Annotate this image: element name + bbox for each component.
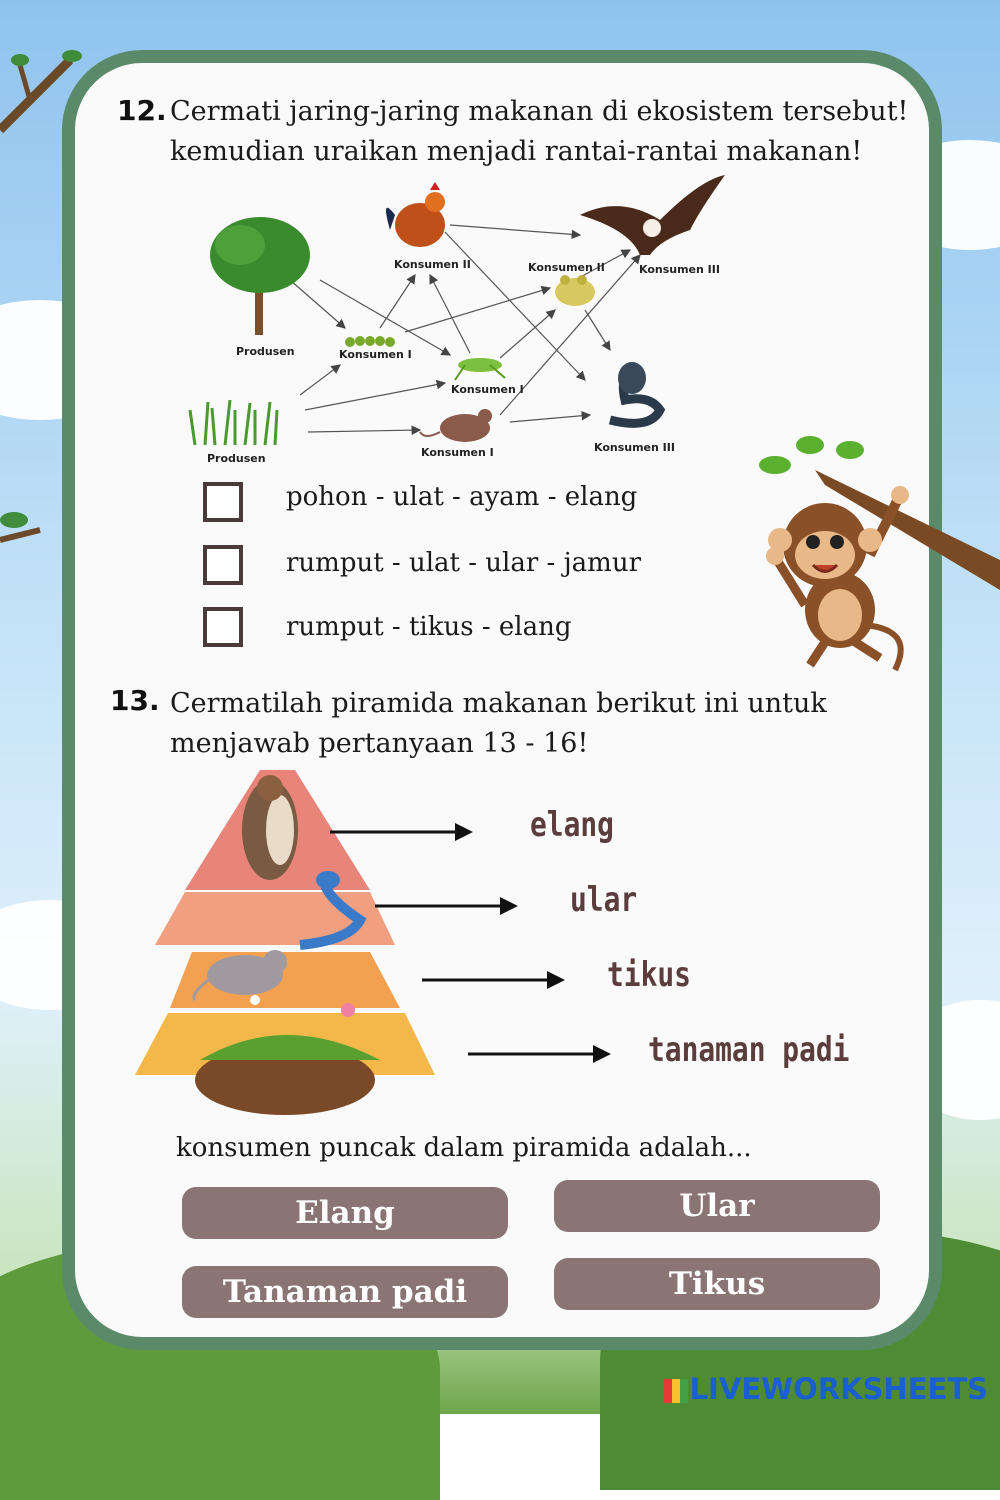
answer-elang-button[interactable]: Elang (182, 1187, 508, 1239)
option-1-label: pohon - ulat - ayam - elang (286, 482, 638, 512)
answer-tikus-button[interactable]: Tikus (554, 1258, 880, 1310)
pyramid-label-ular: ular (570, 880, 638, 920)
pyramid-label-elang: elang (530, 805, 614, 845)
label-produsen-grass: Produsen (207, 452, 266, 465)
food-web-diagram (180, 170, 740, 470)
option-2-checkbox[interactable] (203, 545, 243, 585)
caterpillar-icon (345, 336, 395, 347)
pyramid-label-tanaman-padi: tanaman padi (648, 1030, 850, 1070)
label-konsumen1-mouse: Konsumen I (421, 446, 494, 459)
option-3-checkbox[interactable] (203, 607, 243, 647)
question-12-text: Cermati jaring-jaring makanan di ekosistem tersebut! kemudian uraikan menjadi rantai-rantai makanan! (170, 96, 909, 167)
rooster-icon (386, 182, 445, 247)
option-1-checkbox[interactable] (203, 482, 243, 522)
answer-tanaman-padi-button[interactable]: Tanaman padi (182, 1266, 508, 1318)
answer-ular-button[interactable]: Ular (554, 1180, 880, 1232)
liveworksheets-logo-icon (664, 1379, 688, 1403)
question-13-prompt: konsumen puncak dalam piramida adalah... (176, 1133, 752, 1163)
pyramid-label-tikus: tikus (607, 955, 691, 995)
pyramid-arrows (330, 810, 630, 1070)
question-13-text: Cermatilah piramida makanan berikut ini untuk menjawab pertanyaan 13 - 16! (170, 688, 827, 759)
option-2-label: rumput - ulat - ular - jamur (286, 548, 641, 578)
grass-icon (190, 400, 277, 445)
tree-icon (210, 217, 310, 335)
label-konsumen2-frog: Konsumen II (528, 261, 605, 274)
label-konsumen1-caterpillar: Konsumen I (339, 348, 412, 361)
frog-icon (555, 275, 595, 306)
question-12-number: 12. (117, 94, 167, 127)
leaf-icon (0, 490, 50, 550)
option-3-label: rumput - tikus - elang (286, 612, 572, 642)
label-konsumen1-grasshopper: Konsumen I (451, 383, 524, 396)
label-konsumen3-eagle: Konsumen III (639, 263, 720, 276)
label-konsumen2-rooster: Konsumen II (394, 258, 471, 271)
mouse-icon (420, 409, 492, 442)
grasshopper-icon (455, 358, 505, 380)
snake-icon (610, 362, 660, 423)
liveworksheets-logo: LIVEWORKSHEETS (664, 1372, 988, 1406)
label-konsumen3-snake: Konsumen III (594, 441, 675, 454)
question-13-number: 13. (110, 684, 160, 717)
monkey-icon (755, 430, 1000, 680)
label-produsen-tree: Produsen (236, 345, 295, 358)
eagle-icon (580, 175, 725, 255)
